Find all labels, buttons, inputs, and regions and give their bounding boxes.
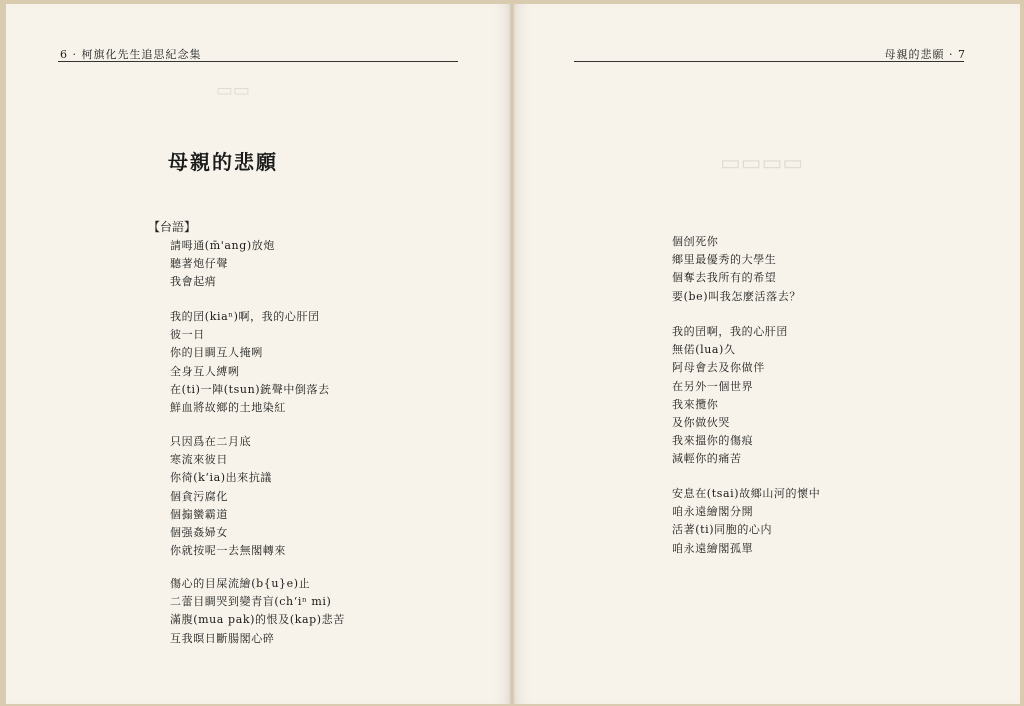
right-running-head: 母親的悲願 · 7 [884,48,966,61]
poem-line: 減輕你的痛苦 [672,452,742,466]
poem-line: 要(be)叫我怎麼活落去？ [672,289,801,303]
poem-line: 在另外一個世界 [672,379,754,393]
show-through-mark: ▭▭ [216,80,251,101]
poem-line: 安息在(tsai)故鄉山河的懷中 [672,487,821,500]
poem-line: 及你做伙哭 [672,416,730,430]
poem-line: 我的囝(kiaⁿ)啊，我的心肝囝 [170,310,320,323]
poem-line: 請呣通(m̄'ang)放炮 [170,239,275,252]
poem-title: 母親的悲願 [168,150,278,174]
stanza [672,233,801,306]
poem-line: 寒流來彼日 [170,453,228,467]
poem-line: 在(ti)一陣(tsun)銃聲中倒落去 [170,382,330,396]
poem-line: 咱永遠繪閣分開 [672,505,754,519]
stanza [170,433,286,560]
poem-line: 你就按呢一去無閣轉來 [170,544,286,558]
poem-line: 只因爲在二月底 [170,435,252,448]
poem-line: 我的囝啊，我的心肝囝 [672,325,788,338]
left-running-head: 6 · 柯旗化先生追思紀念集 [60,48,202,61]
poem-line: 傷心的目屎流繪(b{u}e)止 [170,577,311,590]
poem-line: 無偌(lua)久 [672,343,736,357]
poem-line: 個刣死你 [672,235,719,248]
poem-line: 你徛(kʻia)出來抗議 [170,471,273,485]
book-spread [6,4,1020,704]
poem-line: 咱永遠繪閣孤單 [672,541,754,555]
poem-line: 全身互人縛咧 [170,364,240,378]
dialect-tag: 【台語】 [148,220,197,234]
poem-line: 活著(ti)同胞的心内 [672,523,773,537]
stanza [672,485,820,558]
poem-line: 阿母會去及你做伴 [672,361,765,375]
poem-line: 鄉里最優秀的大學生 [672,253,777,267]
poem-line: 個奪去我所有的希望 [672,271,777,285]
poem-line: 我來攬你 [672,397,719,411]
poem-line: 互我暝日斷腸閣心碎 [170,631,275,645]
right-header-rule [574,61,964,62]
left-header-rule [58,61,458,62]
poem-line: 你的目睭互人掩咧 [170,346,263,360]
poem-line: 個搧蠻霸道 [170,507,228,521]
book-gutter [509,4,515,704]
show-through-mark: ▭▭▭▭ [720,150,804,176]
poem-line: 個强姦婦女 [170,526,228,540]
poem-line: 鮮血將故鄉的土地染紅 [170,401,286,415]
stanza [672,323,788,469]
poem-line: 二蕾目睭哭到變青盲(chʻiⁿ mi) [170,595,332,609]
poem-line: 我來搵你的傷痕 [672,434,754,448]
poem-line: 彼一日 [170,328,205,342]
poem-line: 個貪污腐化 [170,489,228,503]
poem-line: 滿腹(mua pak)的恨及(kap)悲苦 [170,613,345,627]
poem-line: 我會起痟 [170,275,217,289]
poem-line: 聽著炮仔聲 [170,257,228,271]
stanza [170,308,330,417]
stanza [170,237,275,292]
stanza [170,575,345,648]
